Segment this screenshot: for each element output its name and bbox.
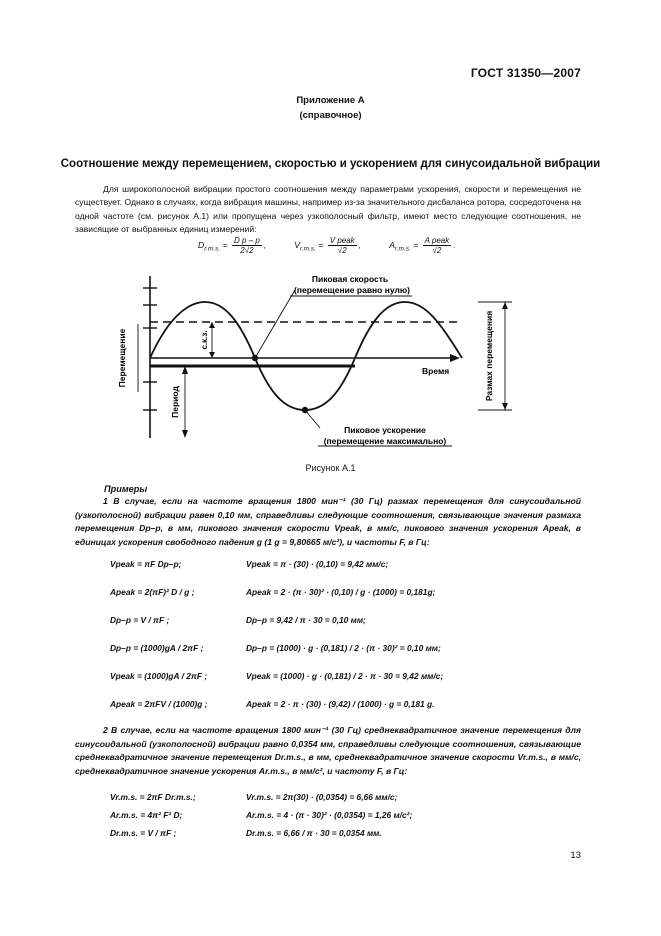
intro-formulas: [198, 236, 456, 255]
formula-v-rms: $V_{r.m.s.}$ = $\frac{\text{V peak}}{√2}$ ,: [294, 236, 362, 255]
equation-numeric: Apeak = 2 · π · (30) · (9,42) / (1000) · g = 0,181 g.: [246, 699, 435, 709]
section-heading: Соотношение между перемещением, скоростью и ускорением для синусоидальной вибрации: [60, 158, 601, 170]
appendix-subtitle: (справочное): [299, 110, 362, 121]
label-peak-velocity-note: (перемещение равно нулю): [294, 285, 410, 295]
equation-general: Vpeak = πF Dp–p;: [110, 559, 182, 569]
equation-numeric: Dp–p = (1000) · g · (0,181) / 2 · (π · 30)² = 0,10 мм;: [246, 643, 441, 653]
equation-row: [110, 578, 580, 606]
example-1-text: 1 В случае, если на частоте вращения 1800 мин⁻¹ (30 Гц) размах перемещения для синусоидальной (узкополосной) вибрации равен 0,10 мм, справедливы следующие соотношения, связывающие значения размаха перемещения Dp–p, в мм, пикового значения скорости Vpeak, в мм/с, пикового значения ускорения Apeak, в единицах ускорения свободного падения g (1 g = 9,80665 м/с²), и частоты F, в Гц:: [75, 496, 581, 547]
label-peak-acceleration: Пиковое ускорение: [344, 425, 426, 435]
label-displacement: Перемещение: [117, 328, 127, 388]
formula-a-rms: $A_{r.m.s.}$ = $\frac{\text{A peak}}{√2}$ .: [389, 236, 456, 255]
figure-sine-diagram: [0, 262, 661, 458]
equation-general: Apeak = 2πFV / (1000)g ;: [110, 699, 208, 709]
examples-title: Примеры: [104, 484, 148, 494]
equation-row: [110, 606, 580, 634]
example-2-equations: [110, 788, 580, 842]
equation-row: [110, 788, 580, 806]
equation-row: [110, 824, 580, 842]
equation-numeric: Dr.m.s. = 6,66 / π · 30 = 0,0354 мм.: [246, 828, 382, 838]
equation-general: Vpeak = (1000)gA / 2πF ;: [110, 671, 208, 681]
page-number: 13: [570, 850, 581, 861]
label-period: Период: [170, 386, 180, 418]
equation-numeric: Apeak = 2 · (π · 30)² · (0,10) / g · (1000) = 0,181g;: [246, 587, 436, 597]
example-2-text: 2 В случае, если на частоте вращения 1800 мин⁻¹ (30 Гц) среднеквадратичное значение перемещения для синусоидальной (узкополосной) вибрации равно 0,0354 мм, справедливы следующие соотношения, связывающие среднеквадратичное значение перемещения Dr.m.s., в мм, среднеквадратичное значение скорости Vr.m.s., в мм/с, среднеквадратичное значение ускорения Ar.m.s., в мм/с², и частоту F, в Гц:: [75, 725, 581, 776]
equation-general: Apeak = 2(πF)² D / g ;: [110, 587, 195, 597]
intro-paragraph: [75, 183, 581, 237]
equation-row: [110, 550, 580, 578]
equation-general: Dr.m.s. = V / πF ;: [110, 828, 177, 838]
equation-numeric: Dp–p = 9,42 / π · 30 = 0,10 мм;: [246, 615, 366, 625]
intro-text: Для широкополосной вибрации простого соотношения между параметрами ускорения, скорости и перемещения не существует. Однако в случаях, когда вибрация машины, например из-за значительного дисбаланса ротора, сосредоточена на одной частоте (см. рисунок А.1) или пропущена через узкополосный фильтр, имеют место следующие соотношения, не зависящие от выбранных единиц измерений:: [75, 184, 581, 235]
equation-numeric: Vpeak = (1000) · g · (0,181) / 2 · π · 30 = 9,42 мм/с;: [246, 671, 444, 681]
equation-row: [110, 662, 580, 690]
equation-row: [110, 690, 580, 718]
equation-general: Ar.m.s. = 4π² F² D;: [110, 810, 183, 820]
equation-row: [110, 806, 580, 824]
equation-row: [110, 634, 580, 662]
label-rms: с.к.з.: [200, 330, 209, 350]
time-arrow-icon: [450, 354, 460, 362]
equation-general: Vr.m.s. = 2πF Dr.m.s.;: [110, 792, 196, 802]
equation-numeric: Ar.m.s. = 4 · (π · 30)² · (0,0354) = 1,26 м/с²;: [246, 810, 413, 820]
label-displacement-range: Размах перемещения: [484, 310, 494, 402]
equation-general: Dp–p = V / πF ;: [110, 615, 170, 625]
label-peak-acceleration-note: (перемещение максимально): [323, 436, 447, 446]
standard-number: ГОСТ 31350—2007: [470, 66, 581, 80]
figure-caption: Рисунок А.1: [305, 463, 356, 473]
sine-wave: [150, 302, 462, 410]
formula-d-rms: $D_{r.m.s.}$ = $\frac{\text{D p – p}}{2√2}$ ,: [198, 236, 267, 255]
example-1-equations: [110, 550, 580, 718]
equation-general: Dp–p = (1000)gA / 2πF ;: [110, 643, 204, 653]
equation-numeric: Vpeak = π · (30) · (0,10) = 9,42 мм/с;: [246, 559, 389, 569]
label-time: Время: [422, 366, 450, 376]
equation-numeric: Vr.m.s. = 2π(30) · (0,0354) = 6,66 мм/с;: [246, 792, 398, 802]
label-peak-velocity: Пиковая скорость: [311, 274, 389, 284]
appendix-title: Приложение А: [296, 95, 365, 106]
